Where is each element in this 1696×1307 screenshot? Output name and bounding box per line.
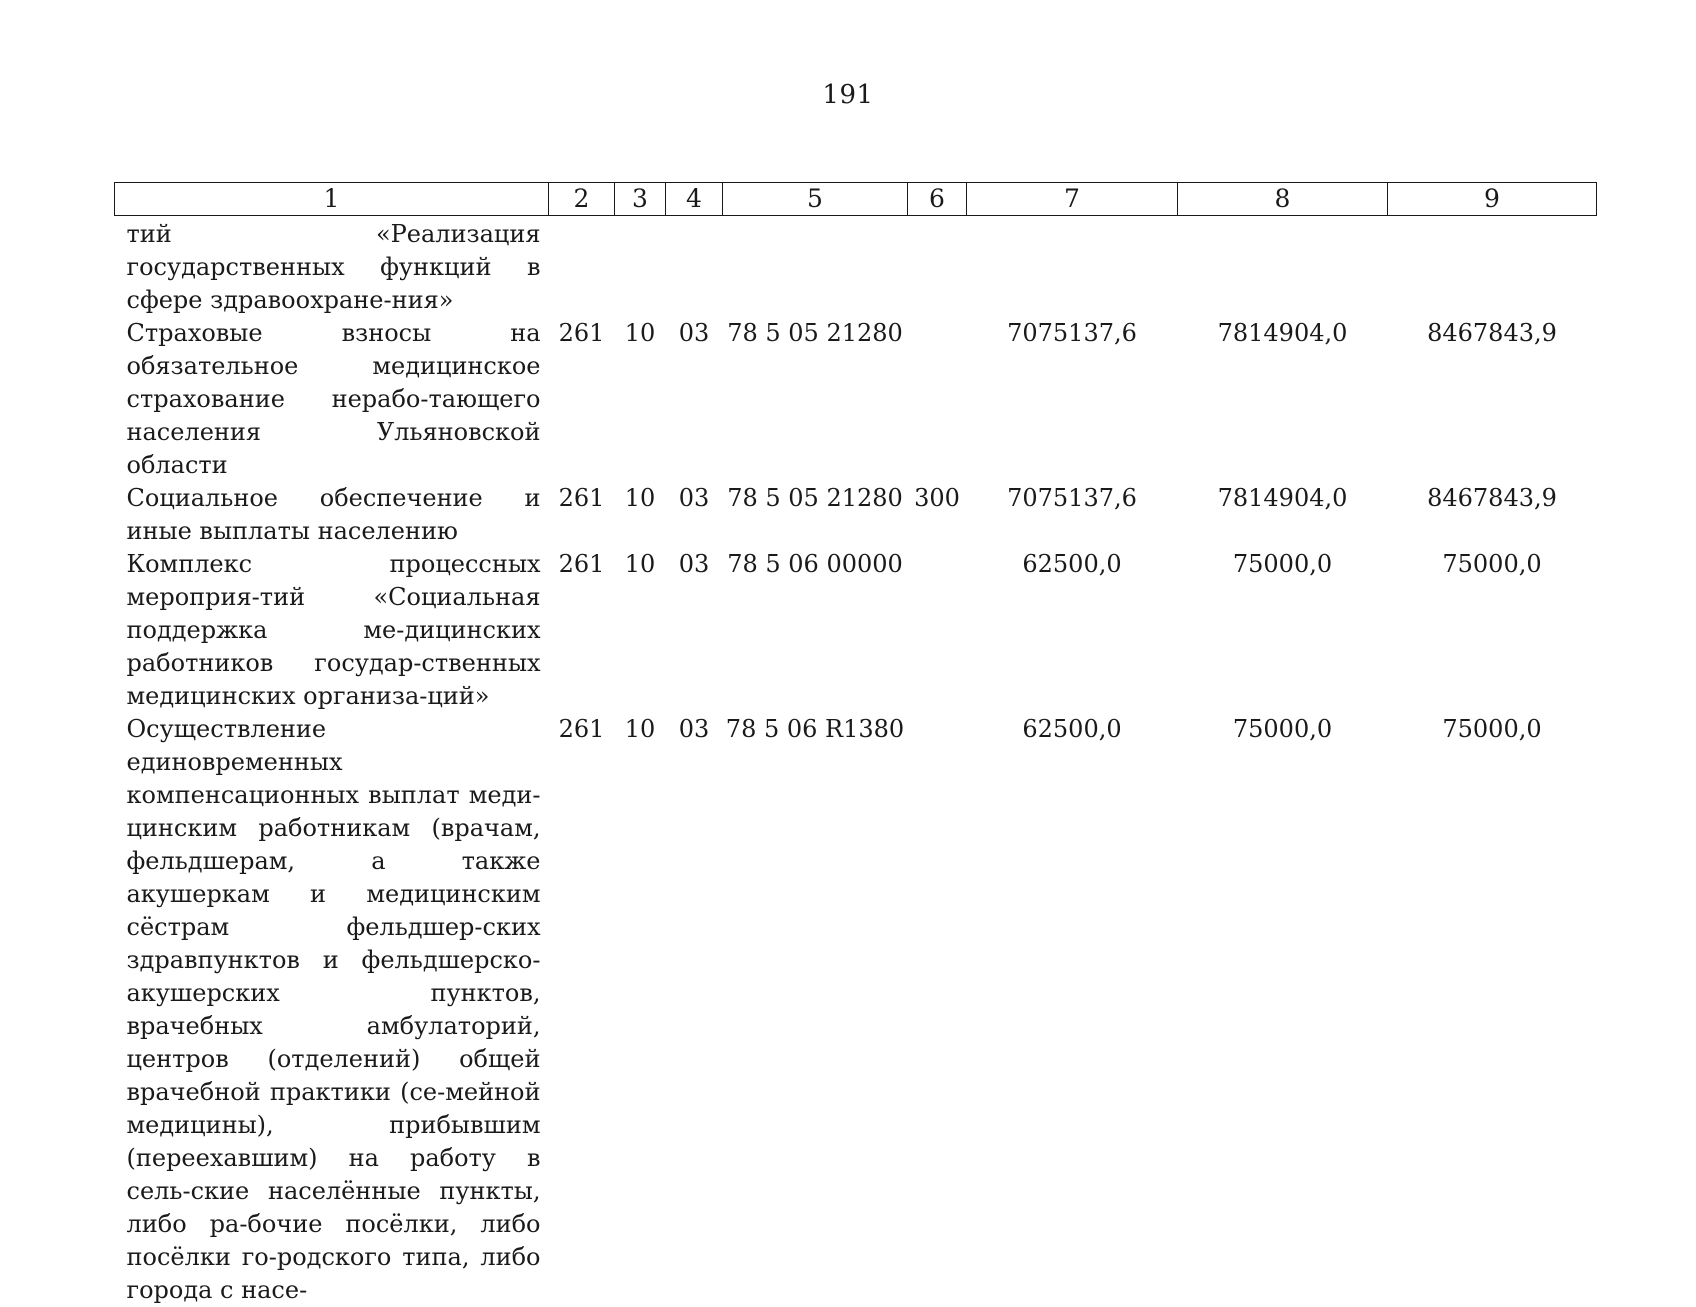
row-amount-3: 75000,0 [1388,713,1597,1307]
header-row [115,183,1597,216]
header-col-4: 4 [666,183,723,216]
row-amount-1 [967,216,1178,318]
row-name: тий «Реализация государственных функций в сфере здравоохране-ния» [115,216,549,318]
row-section: 10 [615,713,666,1307]
row-section [615,216,666,318]
page-number: 191 [0,80,1696,110]
header-col-5: 5 [723,183,908,216]
row-name: Страховые взносы на обязательное медицинское страхование нерабо-тающего населения Ульяновской области [115,317,549,482]
table-header [115,183,1597,216]
header-col-3: 3 [615,183,666,216]
row-target-code: 78 5 05 21280 [723,482,908,548]
row-target-code [723,216,908,318]
row-amount-1: 62500,0 [967,548,1178,713]
row-section: 10 [615,482,666,548]
table-row [115,317,1597,482]
row-name: Социальное обеспечение и иные выплаты населению [115,482,549,548]
row-subsection: 03 [666,482,723,548]
table-row [115,713,1597,1307]
row-section: 10 [615,317,666,482]
header-col-7: 7 [967,183,1178,216]
row-amount-1: 62500,0 [967,713,1178,1307]
row-section: 10 [615,548,666,713]
row-amount-2: 7814904,0 [1178,317,1388,482]
row-expense-type [908,548,967,713]
row-amount-1: 7075137,6 [967,482,1178,548]
table-body [115,216,1597,1307]
row-ved: 261 [549,317,615,482]
header-col-6: 6 [908,183,967,216]
row-amount-2 [1178,216,1388,318]
row-subsection [666,216,723,318]
row-subsection: 03 [666,713,723,1307]
row-amount-1: 7075137,6 [967,317,1178,482]
row-subsection: 03 [666,548,723,713]
header-col-2: 2 [549,183,615,216]
row-target-code: 78 5 06 00000 [723,548,908,713]
row-expense-type [908,713,967,1307]
row-amount-2: 75000,0 [1178,713,1388,1307]
header-col-1: 1 [115,183,549,216]
row-ved: 261 [549,482,615,548]
row-expense-type [908,216,967,318]
table-row [115,548,1597,713]
row-name: Осуществление единовременных компенсационных выплат меди-цинским работникам (врачам, фельдшерам, а также акушеркам и медицинским сёстрам фельдшер-ских здравпунктов и фельдшерско-акушерских пунктов, врачебных амбулаторий, центров (отделений) общей врачебной практики (се-мейной медицины), прибывшим (переехавшим) на работу в сель-ские населённые пункты, либо ра-бочие посёлки, либо посёлки го-родского типа, либо города с насе- [115,713,549,1307]
row-ved: 261 [549,713,615,1307]
row-amount-2: 7814904,0 [1178,482,1388,548]
row-name: Комплекс процессных мероприя-тий «Социальная поддержка ме-дицинских работников государ-ственных медицинских организа-ций» [115,548,549,713]
row-amount-3 [1388,216,1597,318]
row-amount-2: 75000,0 [1178,548,1388,713]
row-amount-3: 75000,0 [1388,548,1597,713]
row-target-code: 78 5 05 21280 [723,317,908,482]
row-amount-3: 8467843,9 [1388,482,1597,548]
header-col-9: 9 [1388,183,1597,216]
row-ved: 261 [549,548,615,713]
row-subsection: 03 [666,317,723,482]
row-ved [549,216,615,318]
budget-table [114,182,1597,1307]
table-row [115,482,1597,548]
row-target-code: 78 5 06 R1380 [723,713,908,1307]
row-expense-type [908,317,967,482]
table-row [115,216,1597,318]
row-amount-3: 8467843,9 [1388,317,1597,482]
header-col-8: 8 [1178,183,1388,216]
row-expense-type: 300 [908,482,967,548]
